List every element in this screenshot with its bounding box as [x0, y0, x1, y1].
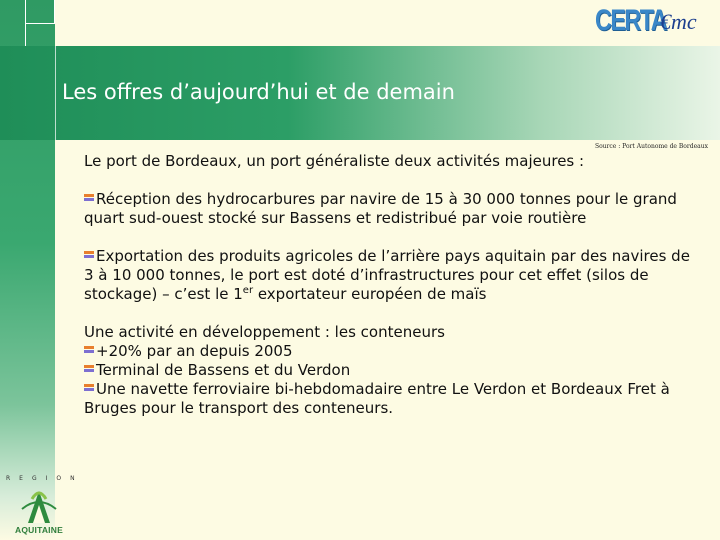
- bullet-icon: [84, 365, 95, 373]
- container-item-shuttle: [84, 380, 696, 418]
- aquitaine-wordmark: AQUITAINE: [15, 525, 63, 535]
- container-item-growth: [84, 342, 696, 361]
- top-corner-frame: [25, 0, 55, 24]
- bullet-exports: [84, 247, 696, 304]
- aquitaine-region-logo: [6, 475, 84, 537]
- page-title: Les offres d’aujourd’hui et de demain: [62, 80, 455, 104]
- intro-text: Le port de Bordeaux, un port généraliste deux activités majeures :: [84, 152, 585, 170]
- banner-divider: [55, 46, 56, 140]
- emc-logo: [660, 10, 708, 42]
- bullet-icon: [84, 251, 95, 259]
- certa-logo: CERTA: [595, 4, 667, 37]
- bullet-exports-text: Exportation des produits agricoles de l’arrière pays aquitain par des navires de 3 à 10 000 tonnes, le port est doté d’infrastructures pour cet effet (silos de stockage) – c’est le 1: [84, 247, 690, 303]
- bullet-exports-text-end: exportateur européen de maïs: [253, 285, 487, 303]
- region-label: REGION: [6, 475, 84, 482]
- slide-content: [84, 152, 696, 418]
- bullet-hydrocarbons: [84, 190, 696, 228]
- container-item-terminal-text: Terminal de Bassens et du Verdon: [96, 361, 351, 379]
- ordinal-suffix: er: [242, 285, 254, 296]
- source-note: Source : Port Autonome de Bordeaux: [594, 143, 708, 150]
- bullet-hydrocarbons-text: Réception des hydrocarbures par navire de 15 à 30 000 tonnes pour le grand quart sud-ouest stocké sur Bassens et redistribué par voie routière: [84, 190, 677, 227]
- bullet-icon: [84, 346, 95, 354]
- bullet-icon: [84, 384, 95, 392]
- top-vertical-line: [25, 24, 26, 46]
- container-item-shuttle-text: Une navette ferroviaire bi-hebdomadaire entre Le Verdon et Bordeaux Fret à Bruges pour le transport des conteneurs.: [84, 380, 670, 417]
- aquitaine-emblem-icon: [6, 485, 72, 525]
- emc-logo-text: €mc: [660, 9, 697, 34]
- container-item-terminal: [84, 361, 696, 380]
- container-item-growth-text: +20% par an depuis 2005: [96, 342, 293, 360]
- bullet-icon: [84, 194, 95, 202]
- containers-heading: Une activité en développement : les conteneurs: [84, 323, 445, 341]
